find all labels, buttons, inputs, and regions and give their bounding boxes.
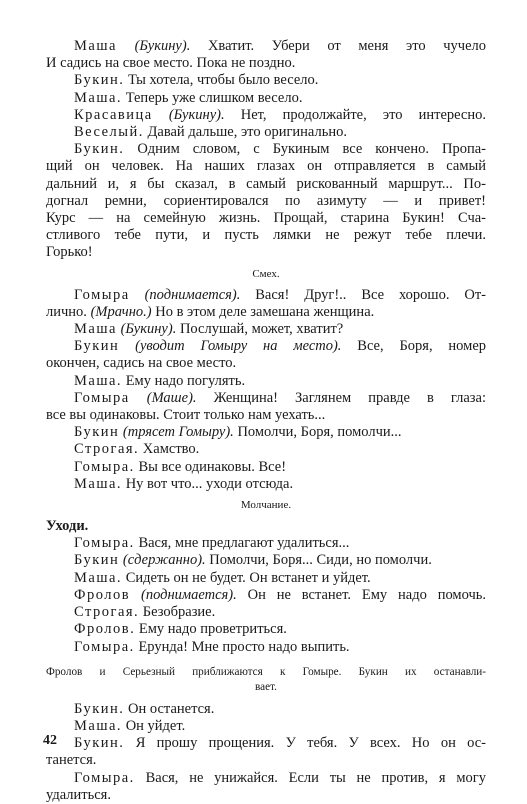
speaker-name: Маша. (74, 89, 123, 106)
dialogue-text: Все, Боря, номер (341, 338, 487, 355)
text-line (46, 424, 486, 441)
speaker-name: Букин (74, 424, 120, 441)
text-line (46, 244, 486, 261)
text-line (46, 390, 486, 407)
text-line (46, 321, 486, 338)
dialogue-text: Ты хотела, чтобы было весело. (124, 72, 319, 89)
remark: (уводит Гомыру на место). (135, 338, 342, 355)
speaker-name: Гомыра. (74, 769, 135, 786)
dialogue-text: Я прошу прощения. У тебя. У всех. Но он ос- (124, 735, 486, 752)
dialogue-text: окончен, садись на свое место. (46, 355, 237, 372)
dialogue-text: Ну вот что... уходи отсюда. (122, 475, 294, 492)
speaker-name: Фролов (74, 586, 131, 603)
speaker-name: Веселый. (74, 124, 144, 141)
text-line (46, 210, 486, 227)
dialogue-text: Безобразие. (139, 604, 216, 621)
remark: (Букину). (134, 38, 191, 54)
dialogue-text: Одним словом, с Букиным все кончено. Пропа- (124, 141, 486, 158)
dialogue-text: Вася, мне предлагают удалиться... (134, 535, 350, 552)
speaker-name: Гомыра. (74, 535, 135, 552)
dialogue-text (130, 390, 147, 406)
text-line (46, 141, 486, 158)
dialogue-text: Сидеть он не будет. Он встанет и уйдет. (122, 569, 371, 586)
dialogue-text: стливого тебе пути, и пусть лямки не режут тебе плечи. (46, 227, 486, 244)
text-line (46, 639, 486, 656)
stage-direction (46, 266, 486, 282)
text-line (46, 38, 486, 55)
remark: (Маше). (146, 389, 197, 406)
speaker-name: Маша. (74, 717, 123, 734)
speaker-name: Букин. (74, 72, 125, 89)
remark: (Букину). (168, 106, 225, 123)
speaker-name: Маша (74, 38, 117, 54)
speaker-name: Строгая. (74, 441, 140, 458)
dialogue-text: Послушай, может, хватит? (176, 321, 344, 338)
speaker-name: Маша. (74, 569, 123, 586)
text-line (46, 72, 486, 89)
speaker-name: Букин (74, 338, 120, 355)
text-line (46, 90, 486, 107)
text-line (46, 701, 486, 718)
speaker-name: Фролов. (74, 621, 136, 638)
dialogue-text: Смех. (252, 267, 280, 280)
remark: (поднимается). (144, 286, 241, 303)
dialogue-text: Ему надо погулять. (122, 372, 246, 389)
text-line (46, 459, 486, 476)
dialogue-text: Хватит. Убери от меня это чучело (190, 38, 487, 54)
dialogue-text (130, 587, 141, 603)
dialogue-text: И садись на свое место. Пока не поздно. (46, 55, 296, 72)
speaker-name: Гомыра. (74, 458, 135, 475)
stage-direction (46, 497, 486, 513)
dialogue-text: Женщина! Заглянем правде в глаза: (196, 389, 486, 406)
text-line (46, 124, 486, 141)
dialogue-text: Вася! Друг!.. Все хорошо. От- (240, 286, 486, 303)
dialogue-text: Курс — на семейную жизнь. Прощай, старина Букин! Сча- (46, 210, 486, 227)
dialogue-text: Но в этом деле замешана женщина. (151, 303, 375, 320)
dialogue-text: вает. (255, 680, 277, 693)
text-line (46, 107, 486, 124)
dialogue-text: Ему надо проветриться. (135, 621, 287, 638)
dialogue-text: догнал ремни, сориентировался по азимуту — и привет! (46, 192, 486, 209)
dialogue-text (117, 38, 135, 54)
dialogue-text: Он останется. (124, 700, 215, 717)
dialogue-text: Помолчи, Боря... Сиди, но помолчи. (205, 552, 432, 569)
dialogue-text: Молчание. (240, 499, 292, 512)
text-line (46, 570, 486, 587)
text-line (46, 518, 486, 535)
speaker-name: Красавица (74, 106, 153, 123)
text-line (46, 355, 486, 372)
page-number: 42 (43, 733, 57, 748)
text-line (46, 158, 486, 175)
text-line (46, 193, 486, 210)
speaker-name: Букин. (74, 141, 125, 158)
text-line (46, 407, 486, 424)
page-text (46, 38, 486, 804)
text-line (46, 287, 486, 304)
text-line (46, 752, 486, 769)
dialogue-text: Теперь уже слишком весело. (122, 89, 303, 106)
remark: (сдержанно). (122, 552, 206, 569)
dialogue-text: дальний и, я бы сказал, в самый рискованный маршрут... По- (46, 175, 486, 192)
speaker-name: Маша. (74, 475, 123, 492)
speaker-name: Гомыра (74, 286, 130, 303)
text-line (46, 338, 486, 355)
remark: (поднимается). (140, 586, 237, 603)
dialogue-text: Уходи. (46, 518, 89, 535)
dialogue-text: Он уйдет. (122, 717, 186, 734)
text-line (46, 604, 486, 621)
dialogue-text: Горько! (46, 244, 93, 261)
dialogue-text: танется. (46, 752, 97, 769)
text-line (46, 552, 486, 569)
dialogue-text: Ерунда! Мне просто надо выпить. (134, 638, 350, 655)
dialogue-text (130, 287, 145, 303)
dialogue-text: Помолчи, Боря, помолчи... (233, 424, 402, 441)
stage-direction (46, 680, 486, 695)
text-line (46, 373, 486, 390)
stage-direction (46, 665, 486, 680)
dialogue-text (153, 107, 169, 123)
dialogue-text: Вы все одинаковы. Все! (134, 458, 287, 475)
text-line (46, 476, 486, 493)
dialogue-text: удалиться. (46, 786, 111, 803)
speaker-name: Маша (74, 321, 117, 338)
speaker-name: Букин. (74, 735, 125, 752)
dialogue-text: щий он человек. На наших глазах он отправляется в самый (46, 158, 486, 175)
speaker-name: Гомыра. (74, 638, 135, 655)
dialogue-text: Нет, продолжайте, это интересно. (224, 106, 487, 123)
text-line (46, 621, 486, 638)
dialogue-text: Он не встанет. Ему надо помочь. (236, 586, 487, 603)
speaker-name: Гомыра (74, 389, 130, 406)
remark: (Букину). (120, 321, 177, 338)
speaker-name: Букин (74, 552, 120, 569)
remark: (Мрачно.) (90, 303, 152, 320)
text-line (46, 735, 486, 752)
dialogue-text: Вася, не унижайся. Если ты не против, я могу (134, 769, 486, 786)
text-line (46, 176, 486, 193)
text-line (46, 718, 486, 735)
text-line (46, 535, 486, 552)
dialogue-text (119, 338, 135, 354)
text-line (46, 787, 486, 804)
speaker-name: Строгая. (74, 604, 140, 621)
speaker-name: Букин. (74, 700, 125, 717)
text-line (46, 770, 486, 787)
text-line (46, 304, 486, 321)
text-line (46, 227, 486, 244)
text-line (46, 55, 486, 72)
dialogue-text: Давай дальше, это оригинально. (143, 124, 347, 141)
text-line (46, 441, 486, 458)
dialogue-text: лично. (46, 303, 91, 320)
dialogue-text: Фролов и Серьезный приближаются к Гомыре. Букин их останавли- (46, 665, 486, 678)
remark: (трясет Гомыру). (122, 424, 234, 441)
speaker-name: Маша. (74, 372, 123, 389)
dialogue-text: все вы одинаковы. Стоит только нам уехать... (46, 407, 326, 424)
text-line (46, 587, 486, 604)
dialogue-text: Хамство. (139, 441, 200, 458)
